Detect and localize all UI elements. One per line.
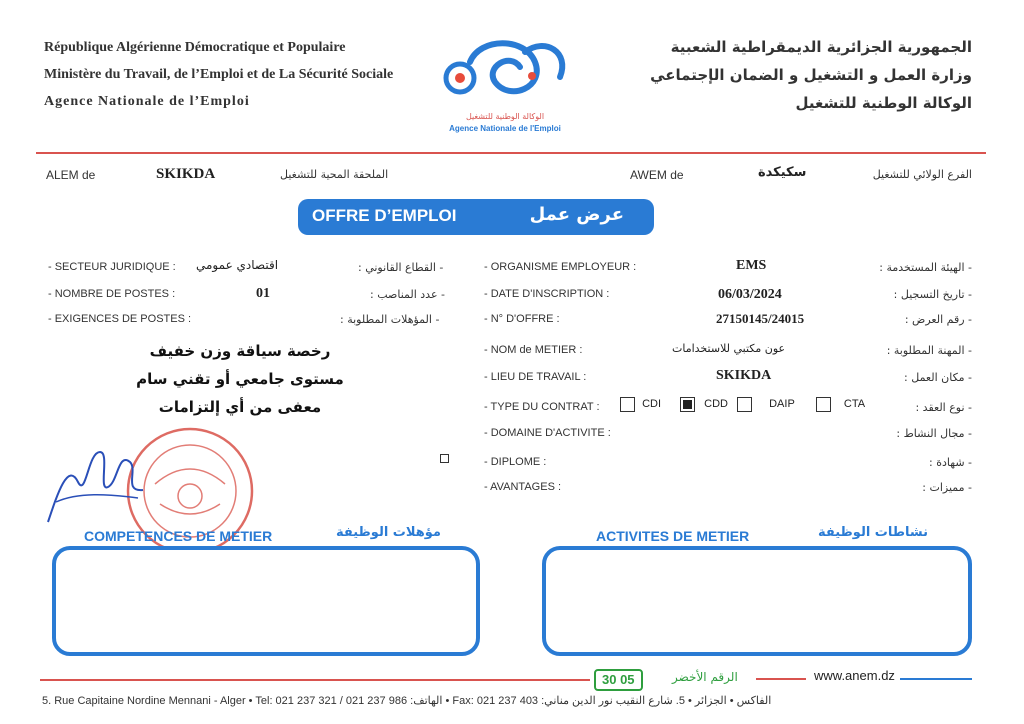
website-link[interactable]: www.anem.dz <box>814 668 895 683</box>
field-exigences-ar-label: - المؤهلات المطلوبة : <box>340 313 440 326</box>
competences-panel <box>52 546 480 656</box>
header-ar-line1: الجمهورية الجزائرية الديمقراطية الشعبية <box>670 38 972 56</box>
field-secteur-label: - SECTEUR JURIDIQUE : <box>48 261 176 273</box>
footer-red-dash <box>756 678 806 680</box>
logo-caption-fr: Agence Nationale de l'Emploi <box>449 124 561 133</box>
field-secteur-ar-label: - القطاع القانوني : <box>358 261 444 274</box>
green-number-label: الرقم الأخضر <box>672 670 738 684</box>
contract-cdd-label: CDD <box>704 398 728 411</box>
field-lieu-label: - LIEU DE TRAVAIL : <box>484 371 587 383</box>
field-exigences-label: - EXIGENCES DE POSTES : <box>48 313 192 325</box>
contract-type-group <box>620 397 865 412</box>
field-lieu-value: SKIKDA <box>716 368 772 383</box>
field-metier-label: - NOM de METIER : <box>484 344 583 356</box>
field-contrat-label: - TYPE DU CONTRAT : <box>484 401 600 413</box>
field-date-label: - DATE D'INSCRIPTION : <box>484 288 610 300</box>
awem-label: AWEM de <box>630 168 684 182</box>
logo-caption-ar: الوكالة الوطنية للتشغيل <box>465 112 545 121</box>
small-square-mark <box>440 454 449 463</box>
field-domaine-label: - DOMAINE D'ACTIVITE : <box>484 427 611 439</box>
field-lieu-ar-label: - مكان العمل : <box>904 371 972 384</box>
field-diplome-label: - DIPLOME : <box>484 456 547 468</box>
signature <box>38 432 158 532</box>
contract-daip-label: DAIP <box>769 398 795 411</box>
awem-value: سكيكدة <box>758 165 807 180</box>
field-organisme-value: EMS <box>736 258 767 273</box>
alem-ar-label: الملحقة المحية للتشغيل <box>280 168 389 181</box>
contract-cdd-checkbox[interactable] <box>680 397 695 412</box>
green-number: 30 05 <box>602 672 635 687</box>
offer-title-ar: عرض عمل <box>529 204 624 225</box>
alem-label: ALEM de <box>46 168 96 182</box>
competences-heading-ar: مؤهلات الوظيفة <box>336 525 441 540</box>
activites-heading-ar: نشاطات الوظيفة <box>818 525 928 540</box>
activites-heading-fr: ACTIVITES DE METIER <box>596 528 750 544</box>
header-fr-line1: République Algérienne Démocratique et Populaire <box>44 40 346 55</box>
field-postes-label: - NOMBRE DE POSTES : <box>48 288 176 300</box>
header-ar-line3: الوكالة الوطنية للتشغيل <box>795 94 972 112</box>
field-date-ar-label: - تاريخ التسجيل : <box>893 288 972 301</box>
requirement-line-3: معفى من أي إلتزامات <box>158 398 322 416</box>
field-diplome-ar-label: - شهادة : <box>929 456 972 469</box>
offer-title-banner <box>298 199 654 235</box>
signature-icon <box>38 432 158 532</box>
competences-heading-fr: COMPETENCES DE METIER <box>84 528 273 544</box>
footer-blue-dash <box>900 678 972 680</box>
field-offre-label: - N° D'OFFRE : <box>484 313 560 325</box>
field-avantages-ar-label: - مميزات : <box>922 481 972 494</box>
requirement-line-1: رخصة سياقة وزن خفيف <box>149 342 331 360</box>
field-secteur-value: اقتصادي عمومي <box>196 258 279 272</box>
header-fr-line2: Ministère du Travail, de l’Emploi et de La Sécurité Sociale <box>44 67 394 82</box>
field-offre-value: 27150145/24015 <box>716 311 805 326</box>
field-postes-ar-label: - عدد المناصب : <box>370 288 445 301</box>
awem-ar-label: الفرع الولائي للتشغيل <box>872 168 972 181</box>
field-domaine-ar-label: - مجال النشاط : <box>896 427 972 440</box>
field-avantages-label: - AVANTAGES : <box>484 481 562 493</box>
anem-logo <box>440 32 580 142</box>
header-fr-line3: Agence Nationale de l’Emploi <box>44 94 250 109</box>
contract-cta-label: CTA <box>843 398 866 411</box>
offer-title-fr: OFFRE D’EMPLOI <box>312 206 457 225</box>
anem-logo-icon <box>440 32 580 112</box>
contract-cdi-checkbox[interactable] <box>620 397 635 412</box>
footer-divider <box>40 679 590 681</box>
activites-panel <box>542 546 972 656</box>
field-organisme-ar-label: - الهيئة المستخدمة : <box>879 261 972 274</box>
contract-daip-checkbox[interactable] <box>737 397 752 412</box>
field-postes-value: 01 <box>256 286 270 301</box>
requirement-line-2: مستوى جامعي أو تقني سام <box>136 370 344 388</box>
header-divider <box>36 152 986 154</box>
contract-cta-checkbox[interactable] <box>816 397 831 412</box>
green-number-badge <box>594 669 643 691</box>
field-metier-ar-label: - المهنة المطلوبة : <box>886 344 972 357</box>
header-ar-line2: وزارة العمل و التشغيل و الضمان الإجتماعي <box>650 66 972 84</box>
contract-cdi-label: CDI <box>642 398 662 411</box>
alem-value: SKIKDA <box>156 166 216 182</box>
field-date-value: 06/03/2024 <box>718 287 782 302</box>
field-offre-ar-label: - رقم العرض : <box>904 313 972 326</box>
field-organisme-label: - ORGANISME EMPLOYEUR : <box>484 261 637 273</box>
field-contrat-ar-label: - نوع العقد : <box>915 401 972 414</box>
field-metier-value: عون مكتبي للاستخدامات <box>672 342 786 355</box>
footer-address: 5. Rue Capitaine Nordine Mennani - Alger • Tel: 021 237 321 / 021 237 986 :الهاتف • Fax: 021 237 403 :الفاكس • الجزائر • 5. شارع النقيب نور الدين مناني <box>42 695 772 707</box>
